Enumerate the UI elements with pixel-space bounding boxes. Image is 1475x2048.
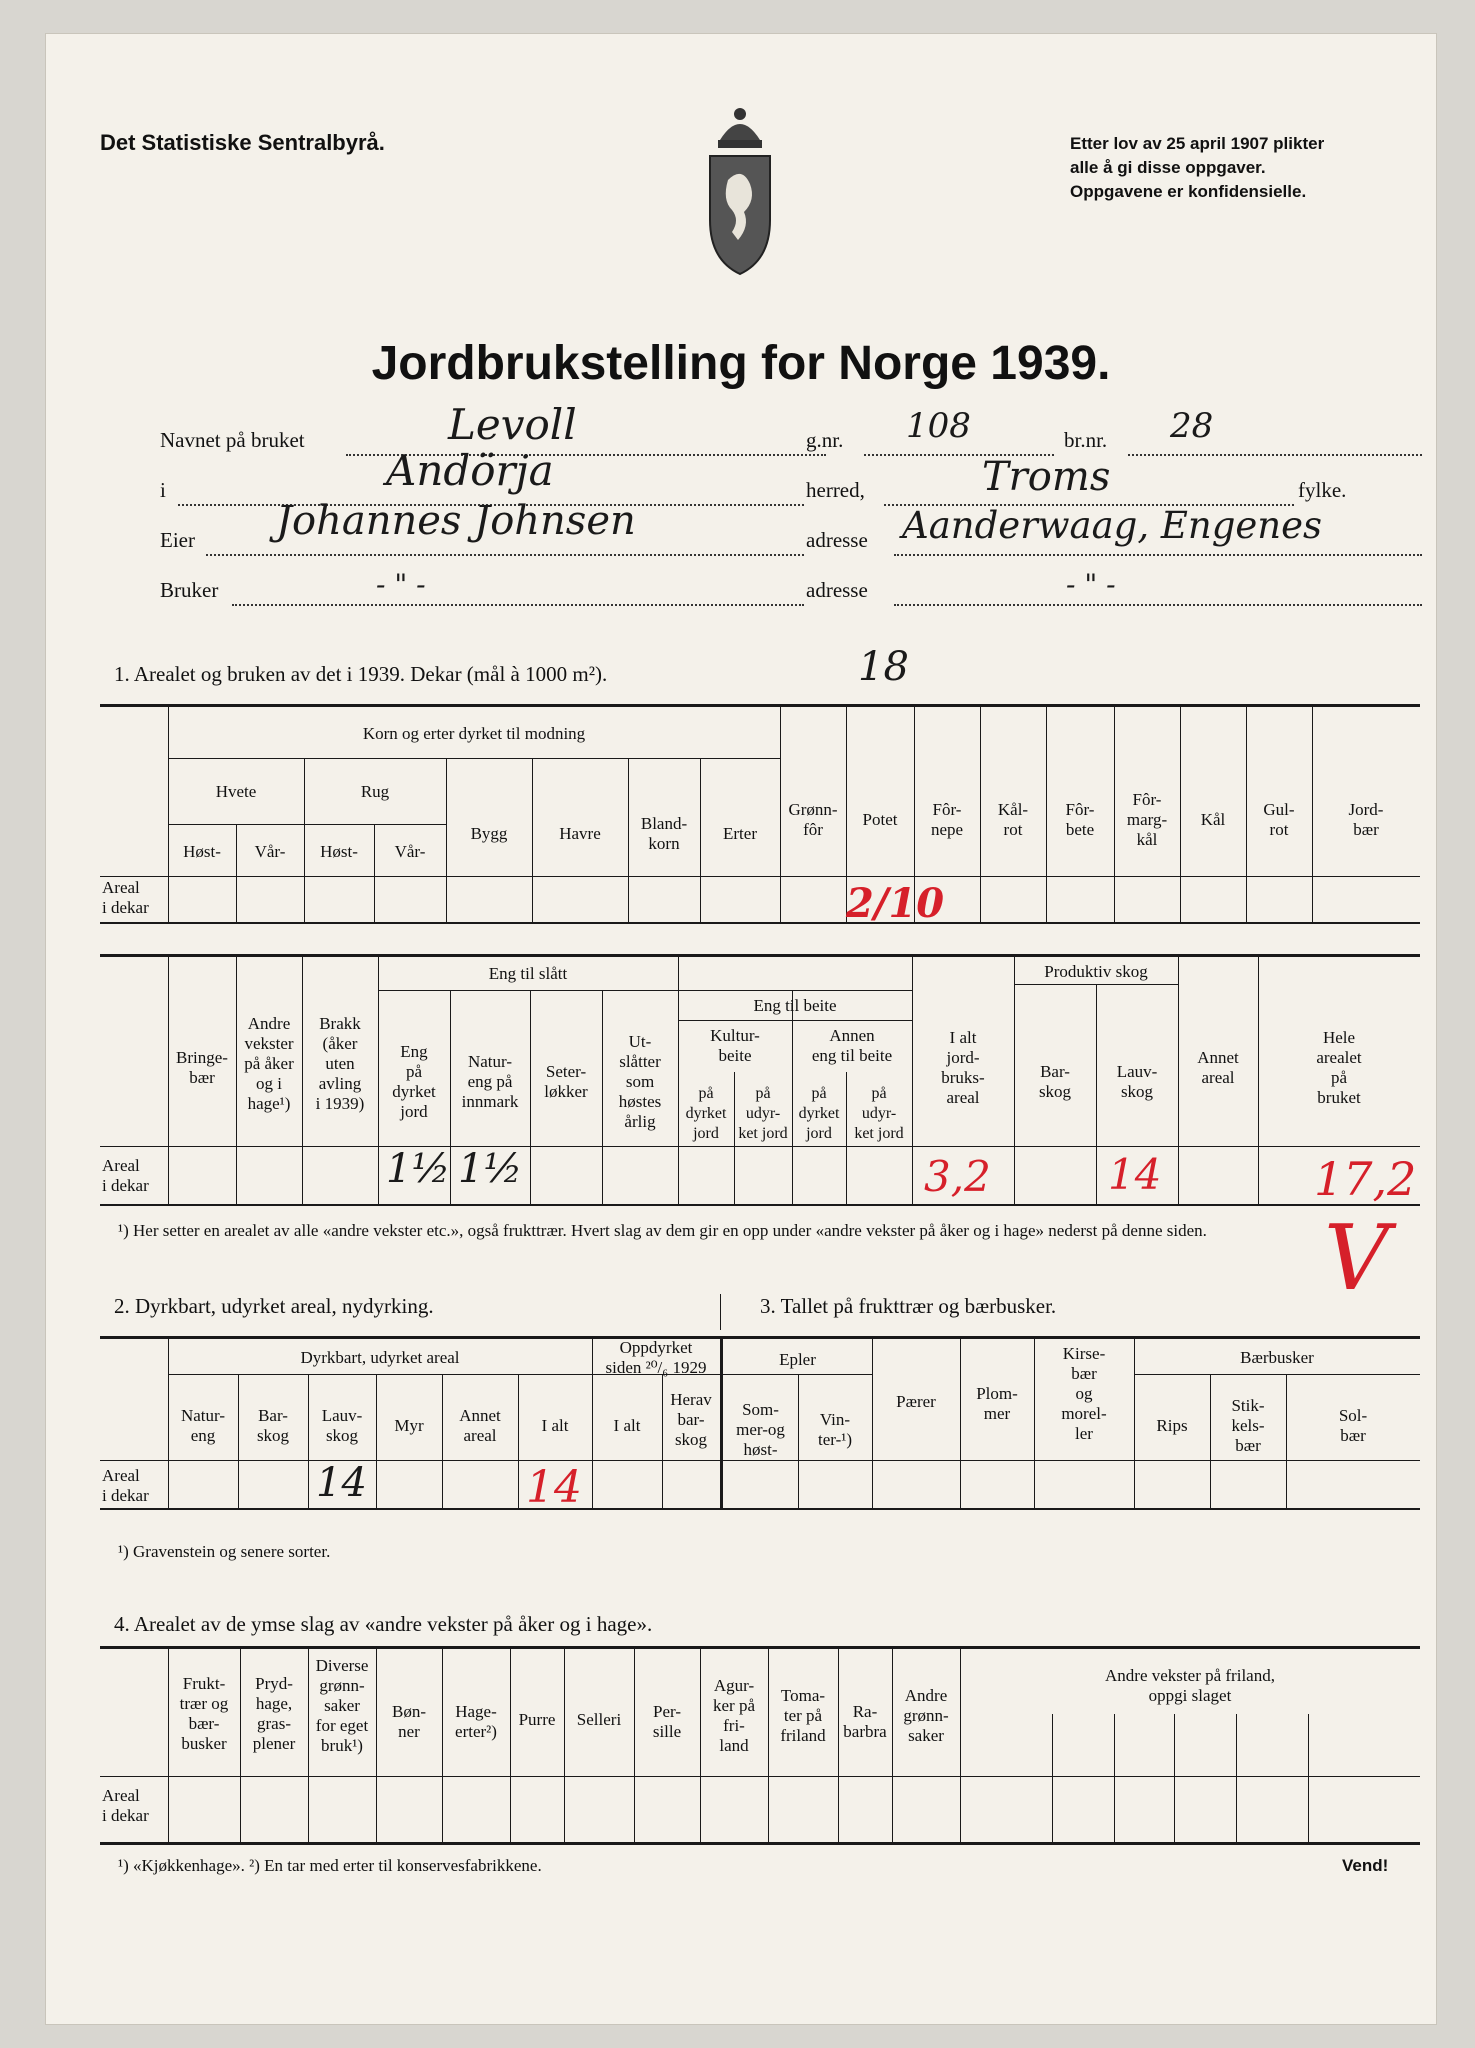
s2-barskog-header: Bar- skog [256,1406,290,1445]
frukttraer-header: Frukt- trær og bær- busker [179,1674,229,1753]
andre-vekster-header: Andre vekster på åker og i hage¹) [244,1014,294,1113]
prydhage-header: Pryd- hage, gras- plener [252,1674,296,1753]
solbaer-header: Sol- bær [1338,1406,1368,1445]
coat-of-arms-icon [698,100,782,280]
potet-value-hand[interactable]: 2/10 [846,880,945,927]
potet-header: Potet [862,810,898,829]
section1-footnote: ¹) Her setter en arealet av alle «andre vekster etc.», også frukttrær. Hvert slag av dem gir en opp under «andre vekster på åker og i hage» nederst på denne siden. [118,1221,1207,1240]
eng-dyrket-hand[interactable]: 1½ [386,1146,451,1192]
rug-host-header: Høst- [320,842,358,861]
farm-name-value[interactable]: Levoll [448,400,577,449]
user-value[interactable]: - " - [376,568,426,601]
lauvskog-header: Lauv- skog [1116,1062,1158,1101]
eng-beite-header: Eng til beite [753,996,837,1015]
tomater-header: Toma- ter på friland [780,1686,826,1745]
epler-vinter-header: Vin- ter-¹) [817,1410,852,1449]
brakk-header: Brakk (åker uten avling i 1939) [315,1014,365,1113]
produktiv-skog-header: Produktiv skog [1044,962,1148,981]
notice-line: Oppgavene er konfidensielle. [1070,182,1307,201]
kal-header: Kål [1200,810,1226,829]
legal-notice [1070,132,1324,204]
notice-line: Etter lov av 25 april 1907 plikter [1070,134,1325,153]
s2-annet-areal-header: Annet areal [459,1406,501,1445]
dyrkbart-group-header: Dyrkbart, udyrket areal [300,1348,460,1367]
havre-header: Havre [559,824,601,843]
farm-name-label: Navnet på bruket [160,428,305,452]
gronnfor-header: Grønn- fôr [788,800,838,839]
brnr-value[interactable]: 28 [1170,406,1214,446]
section3-heading: 3. Tallet på frukttrær og bærbusker. [760,1294,1057,1318]
hvete-header: Hvete [215,782,257,801]
blandkorn-header: Bland- korn [640,814,688,853]
section2-footnote: ¹) Gravenstein og senere sorter. [118,1542,331,1561]
andre-friland-header: Andre vekster på friland, oppgi slaget [1105,1666,1275,1705]
notice-line: alle å gi disse oppgaver. [1070,158,1266,177]
stikkelsbaer-header: Stik- kels- bær [1231,1396,1265,1455]
myr-header: Myr [394,1416,424,1435]
rug-var-header: Vår- [394,842,426,861]
owner-address-label: adresse [806,528,868,552]
user-address-value[interactable]: - " - [1066,568,1116,601]
herred-value[interactable]: Andörja [386,446,554,495]
i-label: i [160,478,166,502]
i-alt-jord-hand[interactable]: 3,2 [924,1152,991,1201]
diverse-gronnsaker-header: Diverse grønn- saker for eget bruk¹) [315,1656,369,1755]
s2-lauvskog-hand[interactable]: 14 [316,1460,367,1506]
form-title: Jordbrukstelling for Norge 1939. [371,337,1111,390]
hele-arealet-hand[interactable]: 17,2 [1314,1152,1417,1206]
agency-name: Det Statistiske Sentralbyrå. [100,130,385,155]
opp-i-alt-header: I alt [613,1416,641,1435]
bringebaer-header: Bringe- bær [176,1048,228,1087]
lauvskog-hand[interactable]: 14 [1108,1150,1162,1199]
fylke-label: fylke. [1298,478,1347,502]
kultur-dyrket-header: på dyrket jord [685,1085,727,1142]
eng-dyrket-header: Eng på dyrket jord [392,1042,436,1121]
persille-header: Per- sille [652,1702,682,1741]
seterlokker-header: Seter- løkker [544,1062,588,1101]
fornepe-header: Fôr- nepe [930,800,964,839]
annet-areal-header: Annet areal [1197,1048,1239,1087]
bygg-header: Bygg [470,824,508,843]
epler-header: Epler [779,1350,816,1369]
natureng-header: Natur- eng [180,1406,226,1445]
baerbusker-header: Bærbusker [1240,1348,1314,1367]
korn-group-header: Korn og erter dyrket til modning [362,724,586,743]
section2-heading: 2. Dyrkbart, udyrket areal, nydyrking. [114,1294,434,1318]
plommer-header: Plom- mer [976,1384,1018,1423]
brnr-label: br.nr. [1064,428,1108,452]
section4-footnote: ¹) «Kjøkkenhage». ²) En tar med erter til konservesfabrikkene. [118,1856,542,1875]
kirsebaer-header: Kirse- bær og morel- ler [1061,1344,1107,1443]
census-form-page [46,34,1436,2024]
user-address-label: adresse [806,578,868,602]
owner-value[interactable]: Johannes Johnsen [276,498,636,544]
gnr-label: g.nr. [806,428,844,452]
purre-header: Purre [518,1710,556,1729]
barskog-header: Bar- skog [1038,1062,1072,1101]
row-label-areal: Areal i dekar [102,1786,149,1825]
section1-heading: 1. Arealet og bruken av det i 1939. Dekar (mål à 1000 m²). [114,662,608,686]
rug-header: Rug [360,782,390,801]
jordbaer-header: Jord- bær [1348,800,1384,839]
kultur-udyrket-header: på udyr- ket jord [738,1085,788,1142]
agurker-header: Agur- ker på fri- land [712,1676,755,1755]
rabarbra-header: Ra- barbra [843,1702,887,1741]
andre-gronnsaker-header: Andre grønn- saker [903,1686,949,1745]
herred-label: herred, [806,478,865,502]
naturdeng-header: Natur- eng på innmark [461,1052,519,1111]
opp-herav-header: Herav bar- skog [670,1390,712,1449]
i-alt-jord-header: I alt jord- bruks- areal [941,1028,985,1107]
rips-header: Rips [1156,1416,1188,1435]
forbete-header: Fôr- bete [1065,800,1095,839]
section4-heading: 4. Arealet av de ymse slag av «andre vekster på åker og i hage». [114,1612,653,1636]
annen-eng-header: Annen eng til beite [811,1026,893,1065]
s2-lauvskog-header: Lauv- skog [321,1406,363,1445]
bonner-header: Bøn- ner [392,1702,426,1741]
gnr-value[interactable]: 108 [906,406,971,446]
s2-i-alt-header: I alt [541,1416,569,1435]
check-mark: V [1324,1206,1389,1311]
vend-label: Vend! [1342,1856,1389,1875]
annen-udyrket-header: på udyr- ket jord [854,1085,904,1142]
row-label-areal: Areal i dekar [102,1466,149,1505]
oppdyrket-header: Oppdyrket siden ²⁰/₆ 1929 [605,1338,707,1377]
utslatter-header: Ut- slåtter som høstes årlig [618,1032,662,1131]
fylke-value[interactable]: Troms [982,454,1111,500]
hele-arealet-header: Hele arealet på bruket [1316,1028,1362,1107]
formargkal-header: Fôr- marg- kål [1126,790,1168,849]
eng-slatt-header: Eng til slått [488,964,568,983]
paerer-header: Pærer [896,1392,936,1411]
row-label-areal: Areal i dekar [102,1156,149,1195]
section1-total-hand[interactable]: 18 [858,644,909,690]
kulturbeite-header: Kultur- beite [710,1026,760,1065]
erter-header: Erter [723,824,757,843]
s2-i-alt-hand[interactable]: 14 [526,1462,582,1513]
row-label-areal: Areal i dekar [102,878,149,917]
hvete-host-header: Høst- [183,842,221,861]
annen-dyrket-header: på dyrket jord [798,1085,840,1142]
hageerter-header: Hage- erter²) [455,1702,497,1741]
selleri-header: Selleri [576,1710,622,1729]
user-label: Bruker [160,578,219,602]
hvete-var-header: Vår- [254,842,286,861]
gulrot-header: Gul- rot [1263,800,1295,839]
owner-address-value[interactable]: Aanderwaag, Engenes [902,504,1323,547]
owner-label: Eier [160,528,195,552]
epler-sommer-header: Som- mer-og høst- [736,1400,785,1459]
naturdeng-hand[interactable]: 1½ [458,1146,523,1192]
kalrot-header: Kål- rot [997,800,1029,839]
